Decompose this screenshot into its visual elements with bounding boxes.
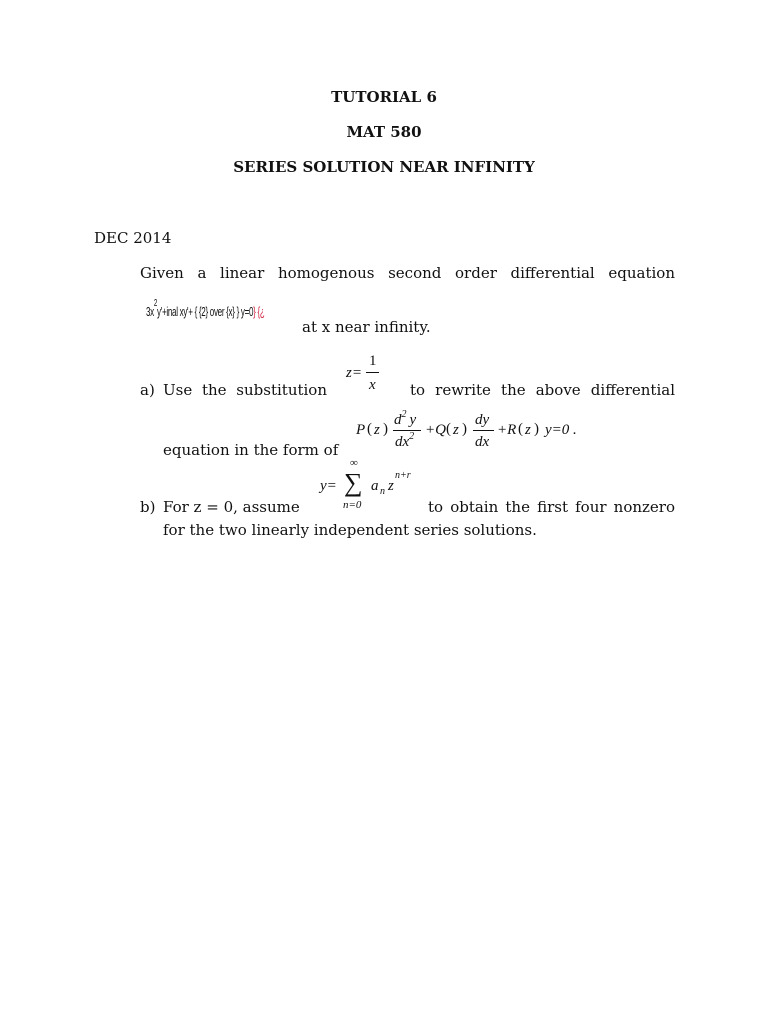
form-dx-sup: 2	[409, 431, 415, 442]
part-b-marker: b)	[140, 498, 156, 516]
part-a-text-start: Use the substitution	[163, 381, 327, 399]
form-paren-close-1: )	[383, 421, 388, 437]
course-code: MAT 580	[346, 123, 422, 141]
part-b-text-start: For z = 0, assume	[163, 498, 300, 516]
topic-heading: SERIES SOLUTION NEAR INFINITY	[233, 158, 535, 176]
intro-text: Given a linear homogenous second order differential equation	[140, 264, 675, 282]
form-paren-open-3: (	[518, 421, 523, 437]
series-a-subscript: n	[380, 486, 385, 497]
form-z-3: z	[525, 422, 531, 438]
section-label: DEC 2014	[94, 229, 172, 247]
form-dy: dy	[475, 412, 490, 428]
series-lhs: y=	[320, 478, 337, 494]
form-z-1: z	[374, 422, 380, 438]
subst-numerator: 1	[369, 353, 377, 369]
subst-fraction-bar	[366, 372, 379, 373]
series-a: a	[371, 478, 379, 494]
series-infinity: ∞	[350, 457, 358, 469]
subst-denominator: x	[369, 377, 376, 393]
part-a-text-end: to rewrite the above differential	[410, 381, 675, 399]
form-d-sup: 2	[401, 409, 407, 420]
form-fraction-bar-2	[473, 430, 494, 431]
form-plus-R: +R	[497, 422, 517, 438]
form-end: y=0 .	[545, 422, 577, 438]
form-fraction-bar-1	[393, 430, 421, 431]
part-a-marker: a)	[140, 381, 155, 399]
part-a-line2: equation in the form of	[163, 441, 339, 459]
series-lower-limit: n=0	[343, 499, 362, 511]
form-dx: dx	[475, 434, 490, 450]
series-sigma: ∑	[344, 468, 363, 497]
garbled-eq-rest: y'+inal xy'+ { {2} over {x} } y=0	[157, 304, 254, 319]
form-paren-close-2: )	[462, 421, 467, 437]
form-paren-open-1: (	[367, 421, 372, 437]
part-b-text-end: to obtain the first four nonzero	[428, 498, 675, 516]
garbled-eq-sup: 2	[153, 298, 158, 309]
subst-lhs: z=	[346, 365, 362, 381]
series-z: z	[388, 478, 394, 494]
intro-end: at x near infinity.	[302, 318, 431, 336]
form-d2-denominator	[395, 431, 415, 451]
form-d: d	[394, 412, 402, 428]
form-y-num: y	[409, 412, 417, 428]
tutorial-title: TUTORIAL 6	[331, 88, 437, 106]
part-b-line2: for the two linearly independent series solutions.	[163, 521, 537, 539]
form-P: P	[356, 422, 366, 438]
series-exponent: n+r	[395, 470, 411, 481]
garbled-eq-part: 3x	[146, 304, 154, 319]
form-dx2: dx	[395, 434, 410, 450]
garbled-eq-red: } {¿	[253, 304, 265, 319]
form-d2-numerator	[394, 409, 417, 429]
garbled-equation	[146, 298, 265, 319]
form-paren-open-2: (	[446, 421, 451, 437]
form-z-2: z	[453, 422, 459, 438]
form-plus-Q: +Q	[425, 422, 446, 438]
form-paren-close-3: )	[534, 421, 539, 437]
